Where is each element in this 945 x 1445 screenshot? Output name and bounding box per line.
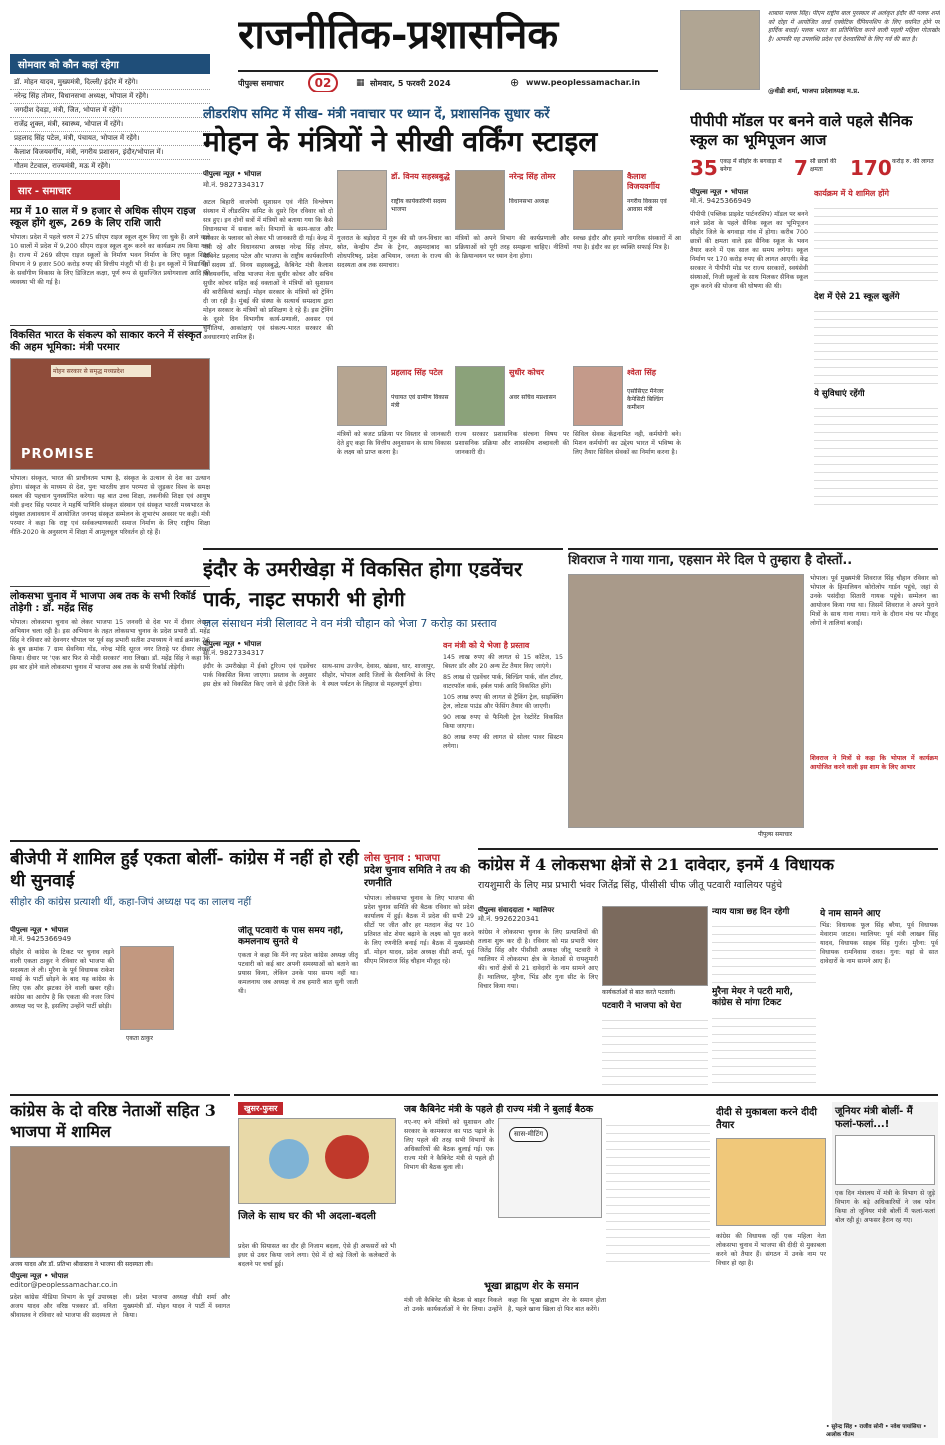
school-sub3: ये सुविधाएं रहेंगी xyxy=(814,389,865,399)
photo-credit: पीपुल्स समाचार xyxy=(758,831,793,838)
website[interactable]: www.peoplessamachar.in xyxy=(526,78,641,87)
proposal-box-title: वन मंत्री को ये भेजा है प्रस्ताव xyxy=(443,641,530,650)
brief2-headline: विकसित भारत के संकल्प को साकार करने में संस्कृत की अहम भूमिका: मंत्री परमार xyxy=(10,330,202,353)
person-role: एसोसिएट मैनेजर कैपेसिटी बिल्डिंग कमीशन xyxy=(627,388,664,411)
khury-h2: जब कैबिनेट मंत्री के पहले ही राज्य मंत्री ने बुलाई बैठक xyxy=(404,1104,594,1115)
lead-body: अटल बिहारी वाजपेयी सुशासन एवं नीति विश्लेषण संस्थान में लीडरशिप समिट के दूसरे दिन रविवार को दो सत्र हुए। इन दोनों सत्रों में मंत्रियों को बताया गया कि कैसे विधानसभा में सवाल करें। विभागों के काम-काज और सरकार के फ्लावर को लेकर भी जानकारी दी गई। केन्द्र में मंत्री रहे और विधानसभा अध्यक्ष नरेन्द्र सिंह तोमर, कैबिनेट प्रहलाद पटेल और भाजपा के राष्ट्रीय कार्यकारिणी के सदस्य डॉ. विनय सहस्त्रबुद्धे, कैबिनेट मंत्री कैलाश विजयवर्गीय, वरिष्ठ भाजपा नेता सुधीर कोचर और सचिव सुधीर कोचर सहित कई वक्ताओं ने मंत्रियों को सुशासन की बारीकियां बताईं। मोहन सरकार के मंत्रियों को ट्रेनिंग दी जा रही है। मुंबई की संस्था के सत्यार्थ सम्प्रदाय द्वारा मोहन सरकार के मंत्रियों को प्रशिक्षण दे रहे हैं। इस ट्रेनिंग के दूसरे दिन विभागीय कार्य-प्रणाली, अवसर एवं चुनौतियां, आकांक्षाएं एवं संकल्प-भारत सरकार की अवधारणाएं शामिल हैं। xyxy=(203,199,333,341)
saar-title: सार - समाचार xyxy=(10,180,120,200)
ekta-caption: एकता ठाकुर xyxy=(126,1035,153,1042)
indore-body: इंदौर के उमरीखेड़ा में ईको टूरिज्म एवं एडवेंचर पार्क विकसित किया जाएगा। प्रस्ताव के अनुसार इस क्षेत्र को विकसित किए जाने से इंदौर जिले के साथ-साथ उज्जैन, देवास, खंडवा, धार, शाजापुर, सीहोर, भोपाल आदि जिलों के सैलानियों के लिए ये स्थल पर्यटन के लिहाज से महत्वपूर्ण होगा। xyxy=(203,663,435,688)
person-name: प्रहलाद सिंह पटेल xyxy=(391,368,443,377)
cartoon-bubble: सास-मीटिंग xyxy=(509,1127,548,1142)
person-name: नरेन्द्र सिंह तोमर xyxy=(509,172,556,181)
stat-label: सौ छात्रों की क्षमता xyxy=(810,158,837,173)
congress-side4: ये नाम सामने आए xyxy=(820,909,881,919)
person-quote: मंत्रियों को बजट प्रक्रिया पर विस्तार से जानकारी देते हुए कहा कि वित्तीय अनुशासन के साथ विकास के लक्ष्य को प्राप्त करना है। xyxy=(337,431,451,456)
patel-photo xyxy=(337,366,387,426)
lead-mobile: मो.नं. 9827334317 xyxy=(203,181,265,189)
loksabha-headline: प्रदेश चुनाव समिति ने तय की रणनीति xyxy=(364,865,471,889)
brief3-body: भोपाल। लोकसभा चुनाव को लेकर भाजपा 15 जनवरी से देश भर में दीवार लेखन अभियान चला रही है। इस अभियान के तहत लोकसभा चुनाव के प्रदेश प्रभारी डॉ. महेंद्र सिंह ने रविवार को देवनगर चौपाल पर पूर्व सह प्रभारी सतीश उपाध्याय ने वार्ड क्रमांक 26 के बूथ क्रमांक 7 ग्राम सेवनिया गोंड, नरेन्द्र मोदि सूरज नगर तिराहे पर दीवार लेखन किया। दीवार पर 'एक बार फिर से मोदी सरकार' नारा लिखा। डॉ. महेंद्र सिंह ने कहा कि इस बार होने वाले लोकसभा चुनाव में भाजपा अब तक के सभी रिकॉर्ड तोड़ेगी। xyxy=(10,619,210,671)
proposal-item: 90 लाख रुपए से फैमिली ट्रेल रेस्टोरेंट विकसित किया जाएगा। xyxy=(443,714,563,730)
ekta-side-head: जीतू पटवारी के पास समय नहीं, कमलनाथ सुनते थे xyxy=(238,926,344,947)
ad-banner-text: मोहन सरकार से समृद्ध मध्यप्रदेश xyxy=(51,365,151,377)
minister-cartoon xyxy=(835,1135,935,1185)
khury-h4: दीदी से मुकाबला करने दीदी तैयार xyxy=(716,1107,817,1131)
vijayvargiya-photo xyxy=(573,170,623,230)
khury-b5: एक दिन मंत्रालय में मंत्री के विभाग से जुड़े विभाग के बड़े अधिकारियों ने जब फोन किया तो जूनियर मंत्री बोलीं मैं फलां-फलां बोल रही हूं। अफसर हैरान रह गए। xyxy=(835,1190,935,1224)
meeting-cartoon xyxy=(498,1118,602,1218)
person-role: पंचायत एवं ग्रामीण विकास मंत्री xyxy=(391,394,449,409)
congress-byline: पीपुल्स संवाददाता • ग्वालियर xyxy=(478,906,555,914)
khury-b3: मंत्री जी कैबिनेट की बैठक से बाहर निकले तो उनके कार्यकर्ताओं ने घेर लिया। उन्होंने कहा कि भूखा ब्राह्मण शेर के समान होता है, पहले खाना खिला दो फिर बात करेंगे। xyxy=(404,1297,606,1313)
ekta-side-body: एकता ने कहा कि मैंने नए प्रदेश कांग्रेस अध्यक्ष जीतू पटवारी को कई बार अपनी समस्याओं को बताने का प्रयास किया, लेकिन उनके पास समय नहीं था। कमलनाथ जब अध्यक्ष थे तब हमारी बात सुनी जाती थी। xyxy=(238,952,358,995)
school-sub2: देश में ऐसे 21 स्कूल खुलेंगे xyxy=(814,292,900,302)
congress-side2: मुरैना मेयर ने पटरी मारी, कांग्रेस से मांगा टिकट xyxy=(712,987,794,1008)
proposal-item: 145 लाख रुपए की लागत से 15 कॉटेज, 15 बिस्तर डॉर और 20 अन्य टेंट तैयार किए जाएंगे। xyxy=(443,654,563,670)
ekta-sub: सीहोर की कांग्रेस प्रत्याशी थीं, कहा-जिपं अध्यक्ष पद का लालच नहीं xyxy=(10,897,252,908)
who-where-list xyxy=(10,76,210,174)
khury-h1: जिले के साथ घर की भी अदला-बदली xyxy=(238,1211,376,1222)
stat-number: 7 xyxy=(794,156,808,180)
page-number: 02 xyxy=(308,73,338,92)
loksabha-body: भोपाल। लोकसभा चुनाव के लिए भाजपा की प्रदेश चुनाव समिति की बैठक रविवार को प्रदेश कार्यालय में हुई। बैठक में प्रदेश की सभी 29 सीटों पर जीत और हर मतदान केंद्र पर 10 प्रतिशत वोट शेयर बढ़ाने के लक्ष्य को पूरा करने के लिए रणनीति बनाई गई। बैठक में मुख्यमंत्री डॉ. मोहन यादव, प्रदेश अध्यक्ष वीडी शर्मा, पूर्व सीएम शिवराज सिंह चौहान मौजूद रहे। xyxy=(364,895,474,965)
cong2-email[interactable]: editor@peoplessamachar.co.in xyxy=(10,1281,118,1289)
khury-b4: कांग्रेस की विधायक रहीं एक महिला नेता लोकसभा चुनाव में भाजपा की दीदी से मुकाबला करने को तैयार हैं। संगठन में उनके नाम पर विचार हो रहा है। xyxy=(716,1233,826,1267)
congress-sub: रायशुमारी के लिए मप्र प्रभारी भंवर जितेंद्र सिंह, पीसीसी चीफ जीतू पटवारी ग्वालियर पहुंचे xyxy=(478,880,783,891)
indore-byline: पीपुल्स न्यूज़ • भोपाल xyxy=(203,640,262,648)
khury-h5: जूनियर मंत्री बोलीं- मैं फलां-फलां...! xyxy=(835,1106,913,1130)
ekta-mobile: मो.नं. 9425366949 xyxy=(10,935,72,943)
stat-number: 170 xyxy=(850,156,892,180)
person-name: कैलाश विजयवर्गीय xyxy=(627,172,660,191)
sahasrabuddhe-photo xyxy=(337,170,387,230)
congress-headline: कांग्रेस में 4 लोकसभा क्षेत्रों से 21 दावेदार, इनमें 4 विधायक xyxy=(478,855,835,874)
loksabha-kicker: लोस चुनाव : भाजपा xyxy=(364,853,440,864)
person-name: डॉ. विनय सहस्त्रबुद्धे xyxy=(391,172,450,181)
ekta-byline: पीपुल्स न्यूज़ • भोपाल xyxy=(10,926,69,934)
cong2-byline: पीपुल्स न्यूज़ • भोपाल xyxy=(10,1272,69,1280)
list-item: नरेन्द्र सिंह तोमर, विधानसभा अध्यक्ष, भोपाल में रहेंगे। xyxy=(10,90,210,104)
list-item: प्रहलाद सिंह पटेल, मंत्री, पंचायत, भोपाल में रहेंगे। xyxy=(10,132,210,146)
ekta-headline: बीजेपी में शामिल हुईं एकता बोर्ली- कांग्रेस में नहीं हो रही थी सुनवाई xyxy=(10,849,359,891)
school-headline: पीपीपी मॉडल पर बनने वाले पहले सैनिक स्कूल का भूमिपूजन आज xyxy=(690,112,913,149)
list-item: कैलाश विजयवर्गीय, मंत्री, नगरीय प्रशासन, इंदौर/भोपाल में। xyxy=(10,146,210,160)
stat-label: करोड़ रु. की लागत xyxy=(892,158,934,165)
shivraj-quote: शिवराज ने मित्रों से कहा कि भोपाल में कार्यक्रम आयोजित करने वाली इस शाम के लिए आभार xyxy=(810,755,938,771)
promise-watermark: PROMISE xyxy=(21,447,95,462)
shivraj-headline: शिवराज ने गाया गाना, एहसान मेरे दिल पे तुम्हारा है दोस्तों.. xyxy=(568,553,853,568)
list-item: राजेंद्र शुक्ल, मंत्री, स्वास्थ्य, भोपाल में रहेंगे। xyxy=(10,118,210,132)
lead-headline: मोहन के मंत्रियों ने सीखी वर्किंग स्टाइल xyxy=(203,125,598,158)
brief1-body: भोपाल। प्रदेश में पहले चरण में 275 सीएम राइज स्कूल शुरू किए जा चुके हैं। आने वाले 10 सालों में प्रदेश में 9,200 सीएम राइज स्कूल शुरू करने का कार्यक्रम तय किया गया है। राज्य में 269 सीएम राइज स्कूलों के निर्माण भवन निर्माण के लिए स्कूल शिक्षा विभाग ने 9 हजार 500 करोड़ रुपए की वित्तीय मंजूरी भी दी है। इन स्कूलों में विद्यार्थियों के सर्वांगीण विकास के लिए डिजिटल कक्षा, पूर्ण रूप से सुसज्जित प्रयोगशाला आदि की व्यवस्था भी की गई है। xyxy=(10,234,210,286)
vd-sharma-photo xyxy=(680,10,760,90)
lead-kicker: लीडरशिप समिट में सीख- मंत्री नवाचार पर ध्यान दें, प्रशासनिक सुधार करें xyxy=(203,107,550,122)
congress-side1: पटवारी ने भाजपा को घेरा xyxy=(602,1001,682,1011)
person-role: विधानसभा अध्यक्ष xyxy=(509,198,549,205)
person-quote: मंत्रियों को अपने विभाग की कार्यप्रणाली और प्रक्रियाओं को पूरी तरह समझना चाहिए। नीतियों के क्रियान्वयन पर ध्यान देना होगा। xyxy=(455,235,569,260)
stat-label: एकड़ में सीहोर के बगवाड़ा में बनेगा xyxy=(720,158,782,173)
brief1-headline: मप्र में 10 साल में 9 हजार से अधिक सीएम राइज स्कूल होंगे शुरू, 269 के लिए राशि जारी xyxy=(10,206,196,229)
proposal-item: 80 लाख रुपए की लागत से सोलर पावर सिस्टम लगेगा। xyxy=(443,734,563,750)
person-role: नगरीय विकास एवं आवास मंत्री xyxy=(627,198,667,213)
school-body: पीपीपी (पब्लिक प्राइवेट पार्टनरशिप) मॉडल पर बनने वाले प्रदेश के पहले सैनिक स्कूल का भूमिपूजन सीहोर जिले के बगवाड़ा गांव में होगा। करीब 700 छात्रों की क्षमता वाले इस सैनिक स्कूल के भवन तैयार करने में एक साल का समय लगेगा। स्कूल निर्माण पर 170 करोड़ रुपए की लागत आएगी। केंद्र सरकार ने पीपीपी मोड पर राज्य सरकारों, स्वयंसेवी संस्थाओं, निजी स्कूलों के साथ मिलकर सैनिक स्कूल शुरू करने की योजना की घोषणा की थी। xyxy=(690,211,808,290)
cartoon xyxy=(238,1118,396,1204)
congress-side3: न्याय यात्रा छह दिन रहेगी xyxy=(712,907,790,917)
person-role: राष्ट्रीय कार्यकारिणी सदस्य भाजपा xyxy=(391,198,447,213)
person-quote: स्वच्छ इंदौर और हमारे नागरिक संस्कारों में आ गया है। इंदौर का हर व्यक्ति सफाई मित्र है। xyxy=(573,235,681,251)
cong2-headline: कांग्रेस के दो वरिष्ठ नेताओं सहित 3 भाजपा में शामिल xyxy=(10,1101,216,1141)
calendar-icon: ▦ xyxy=(356,78,365,88)
issue-date: सोमवार, 5 फरवरी 2024 xyxy=(370,79,451,88)
school-attendees xyxy=(814,201,938,287)
shweta-singh-photo xyxy=(573,366,623,426)
person-role: अवर सचिव मप्रशासन xyxy=(509,394,556,401)
globe-icon: ⊕ xyxy=(510,76,520,89)
person-quote: राज्य सरकार प्रशासनिक संरचना विषय पर प्रशासनिक प्रक्रिया और शासकीय शब्दावली की जानकारी दी। xyxy=(455,431,569,456)
khury-b1: प्रदेश की सियासत का दौर ही निजाम बदला, ऐसे ही अफसरों को भी इधर से उधर किया जाने लगा। ऐसे में दो बड़े जिलों के कलेक्टरों के बदलने पर चर्चा हुई। xyxy=(238,1243,396,1268)
shivraj-body: भोपाल। पूर्व मुख्यमंत्री शिवराज सिंह चौहान रविवार को भोपाल के हिमालियन कोरोलोप गार्डन पहुंचे, जहां से उनके पसंदीदा सितारी गायक पहुंचे। सम्मेलन का आयोजन किया गया था। जिसमें शिवराज ने अपने पुराने मित्रों के साथ गाना गाया। गाने के दौरान मंच पर मौजूद लोगों ने तालियां बजाईं। xyxy=(810,575,938,627)
indore-headline: इंदौर के उमरीखेड़ा में विकसित होगा एडवेंचर पार्क, नाइट सफारी भी होगी xyxy=(203,557,523,611)
person-quote: गुजरात के बड़ोदरा में गुरू की सौ जन-विचार का स्रोत, केन्द्रीय टीम के ट्रेनर, अहमदाबाद का शोधपरिषद्, प्रदेश अभियान, जनता के राज्य की सदस्यता अब तक समाचार। xyxy=(337,235,451,269)
section-title: राजनीतिक-प्रशासनिक xyxy=(238,12,559,58)
indore-mobile: मो.नं. 9827334317 xyxy=(203,649,265,657)
lead-byline: पीपुल्स न्यूज़ • भोपाल xyxy=(203,170,262,178)
indore-sub: जल संसाधन मंत्री सिलावट ने वन मंत्री चौहान को भेजा 7 करोड़ का प्रस्ताव xyxy=(203,617,497,630)
proposal-item: 85 लाख से एडवेंचर पार्क, बिल्डिंग पार्क, वॉल टॉवर, वाटरफॉल वार्क, हर्बल पार्क आदि विकसित होंगे। xyxy=(443,674,563,690)
school-byline: पीपुल्स न्यूज़ • भोपाल xyxy=(690,188,749,196)
quote-text: शाबास पलक सिंह। पीएम राष्ट्रीय बाल पुरस्कार से अलंकृत इंदौर की पलक शर्मा को दोहा में आयोजित वर्ल्ड एक्वेटिक चैंपियनशिप के लिए चयनित होने पर हार्दिक बधाई। पलक भारत का प्रतिनिधित्व करने वाली पहली महिला गोताखोर है। आपकी यह उपलब्धि प्रदेश एवं देशवासियों के लिए गर्व की बात है। xyxy=(768,10,940,43)
khusur-tag: खुसर-फुसर xyxy=(238,1102,283,1115)
patwari-caption: कार्यकर्ताओं से बात करते पटवारी। xyxy=(602,989,676,996)
quote-author: @वीडी शर्मा, भाजपा प्रदेशाध्यक्ष म.प्र. xyxy=(768,87,860,95)
column-credits: • सुरेन्द्र सिंह • राजीव सोनी • नवेश पायांसिया • आलोक गौतम xyxy=(826,1424,927,1438)
proposal-item: 105 लाख रुपए की लागत से ट्रैकिंग ट्रेल, साइक्लिंग ट्रेल, लोटस पाउंड और फेंसिंग तैयार की जाएगी। xyxy=(443,694,563,710)
paper-name: पीपुल्स समाचार xyxy=(238,79,284,88)
khury-b2: नए-नए बने मंत्रियों को सुशासन और सरकार के कामकाज का पाठ पढ़ाने के लिए पहले की तरह सभी विभागों के अधिकारियों की बैठक बुलाई गई। एक राज्य मंत्री ने कैबिनेट मंत्री से पहले ही विभाग की बैठक बुला ली। xyxy=(404,1119,494,1171)
congress-names: भिंड: विधायक फूल सिंह बरैया, पूर्व विधायक मेवाराम जाटव। ग्वालियर: पूर्व मंत्री लाखन सिंह यादव, विधायक साहब सिंह गुर्जर। मुरैना: पूर्व विधायक रामनिवास रावत। गुना: यहां से सात दावेदारों के नाम सामने आए हैं। xyxy=(820,922,938,965)
tomar-photo xyxy=(455,170,505,230)
school-sub1: कार्यक्रम में ये शामिल होंगे xyxy=(814,189,889,198)
list-item: डॉ. मोहन यादव, मुख्यमंत्री, दिल्ली/ इंदौर में रहेंगे। xyxy=(10,76,210,90)
person-name: सुधीर कोचर xyxy=(509,368,545,377)
congress-body: कांग्रेस ने लोकसभा चुनाव के लिए प्रत्याशियों की तलाश शुरू कर दी है। रविवार को मप्र प्रभारी भंवर जितेंद्र सिंह और पीसीसी अध्यक्ष जीतू पटवारी ने ग्वालियर में लोकसभा क्षेत्र के नेताओं से रायशुमारी की। चारों क्षेत्रों से 21 दावेदारों के नाम सामने आए हैं। ग्वालियर, मुरैना, भिंड और गुना सीट के लिए विचार किया गया। xyxy=(478,929,598,990)
cong2-body: प्रदेश कांग्रेस मीडिया विभाग के पूर्व उपाध्यक्ष अजय यादव और वरिष्ठ पत्रकार डॉ. वनिता श्रीवास्तव ने रविवार को भाजपा की सदस्यता ले ली। प्रदेश भाजपा अध्यक्ष वीडी शर्मा और मुख्यमंत्री डॉ. मोहन यादव ने पार्टी में स्वागत किया। xyxy=(10,1294,230,1319)
stat-number: 35 xyxy=(690,156,718,180)
person-name: श्वेता सिंह xyxy=(627,368,656,377)
sanskrit-event-photo xyxy=(10,358,210,470)
brief3-headline: लोकसभा चुनाव में भाजपा अब तक के सभी रिकॉर्ड तोड़ेगी : डॉ. महेंद्र सिंह xyxy=(10,591,196,614)
patwari-photo xyxy=(602,906,708,986)
khury-h3: भूखा ब्राह्मण शेर के समान xyxy=(484,1281,579,1292)
joining-caption: अजय यादव और डॉ. प्रतिभा श्रीवास्तव ने भाजपा की सदस्यता ली। xyxy=(10,1261,153,1268)
congress-mobile: मो.नं. 9926220341 xyxy=(478,915,540,923)
person-quote: सिविल सेवक केंद्रनामित नही, कर्मयोगी बने। मिशन कर्मयोगी का उद्देश्य भारत में भविष्य के लिए तैयार सिविल सेवकों का निर्माण करना है। xyxy=(573,431,681,456)
kochar-photo xyxy=(455,366,505,426)
didi-cartoon xyxy=(716,1138,826,1226)
joining-photo xyxy=(10,1146,230,1258)
list-item: गौतम टेटवाल, राज्यमंत्री, मऊ में रहेंगे। xyxy=(10,160,210,174)
ekta-photo xyxy=(120,946,174,1030)
list-item: जगदीश देवड़ा, मंत्री, जित, भोपाल में रहेंगे। xyxy=(10,104,210,118)
shivraj-singing-photo xyxy=(568,574,804,828)
brief2-body: भोपाल। संस्कृत, भारत की प्राचीनतम भाषा है, संस्कृत के उत्थान से देश का उत्थान होगा। संस्कृत के माध्यम से देश, पुनः भारतीय ज्ञान परम्परा से जुड़कर विश्व के समक्ष सबल की पहचान पुनर्स्थापित करेगा। यह बात उच्च शिक्षा, तकनीकी शिक्षा एवं आयुष मंत्री इन्दर सिंह परमार ने महर्षि पाणिनि संस्कृत संस्थान एवं संस्कृत भारती मध्यभारत के संयुक्त तत्वावधान में आयोजित जनपद संस्कृत सम्मेलन के शुभारंभ अवसर पर कही। मंत्री परमार ने कहा कि राष्ट्र एवं सर्वकल्याणकारी समाज निर्माण के लिए राष्ट्रीय शिक्षा नीति-2020 के अनुसरण में शिक्षा में आमूलचूल परिवर्तन हो रहे हैं। xyxy=(10,475,210,536)
school-mobile: मो.नं. 9425366949 xyxy=(690,197,752,205)
ekta-body: सीहोर से कांग्रेस के टिकट पर चुनाव लड़ने वाली एकता ठाकुर ने रविवार को भाजपा की सदस्यता ले ली। मुरैना के पूर्व विधायक राकेश मावई के पार्टी छोड़ने के बाद यह कांग्रेस के लिए एक और झटका देने वाली खबर रही। कांग्रेस का आरोप है कि एकता की नजर जिपं अध्यक्ष पद पर है, इसलिए उन्होंने पार्टी छोड़ी। xyxy=(10,949,114,1010)
who-where-title: सोमवार को कौन कहां रहेगा xyxy=(10,54,210,74)
